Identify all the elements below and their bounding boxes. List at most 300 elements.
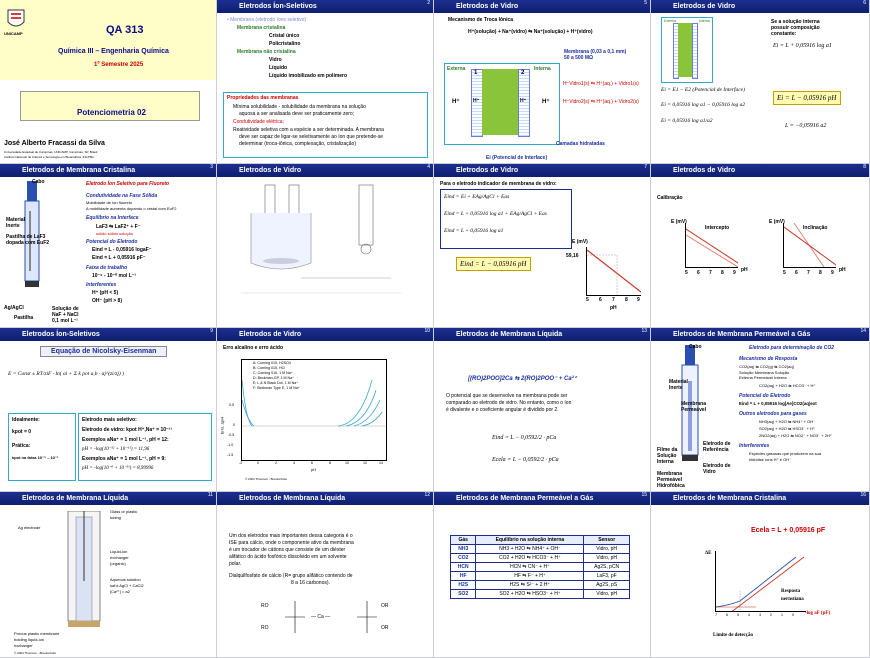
liquid-membrane-illustration	[54, 511, 114, 641]
slide-number: 2	[427, 0, 430, 6]
x-axis-label: pH	[311, 467, 317, 472]
slide-number: 11	[207, 492, 213, 498]
x-axis-label: pH	[741, 267, 748, 273]
exchanger-label: Liquid-ion	[110, 549, 128, 554]
inert-material-label: Material	[669, 379, 688, 385]
text-line: Mobilidade de íon fluoreto	[86, 200, 133, 205]
semester: 1º Semestre 2025	[94, 62, 144, 68]
slide-title: Eletrodos de Membrana Líquida	[0, 492, 216, 505]
x-tick: 1	[781, 613, 783, 617]
agcl-label: Ag/AgCl	[4, 305, 24, 311]
external-label: Externa	[447, 66, 466, 72]
mechanism-line: Externa Permeável Interna	[739, 375, 787, 380]
exchange-equation: H⁺(solução) + Na⁺(vidro) ⇆ Na⁺(solução) + H⁺(vidro)	[468, 29, 593, 35]
text-line: alifático do ácido fosfórico dissolvido em um solvente	[229, 554, 347, 560]
ideal-label: Idealmente:	[12, 417, 40, 423]
equation-4: Ei = 0,05916 log a1/a2	[661, 118, 713, 124]
x-tick: 5	[586, 297, 589, 303]
reference-electrode-label: Eletrodo de	[703, 441, 731, 447]
x-tick: 5	[783, 270, 786, 276]
slide-body	[655, 507, 865, 655]
text-line: O potencial que se desenvolve na membrana pode ser	[446, 393, 568, 399]
y-axis-label: E (mV)	[572, 239, 588, 245]
pellet-label-2: dopada com EuF2	[6, 240, 50, 246]
x-tick: 7	[709, 270, 712, 276]
y-axis-label: ΔE	[705, 551, 712, 556]
slide-body	[438, 507, 646, 655]
slide-number: 4	[427, 164, 430, 170]
slide-title: Eletrodos de Vidro	[434, 0, 650, 13]
y-tick: 0	[233, 423, 235, 427]
slide-number: 3	[210, 164, 213, 170]
glass-membrane	[482, 69, 518, 135]
slide-8[interactable]	[651, 164, 870, 328]
slide-cover[interactable]	[0, 0, 217, 164]
copyright: © 2004 Thomson - Brooks/Cole	[245, 477, 288, 481]
nicolsky-equation: E = Const ± RT/ziF · ln( ai + Σ k pot a,b · aj^(zi/zj) )	[8, 371, 124, 377]
x-tick: 4	[293, 461, 295, 465]
film-label-3: Interna	[657, 459, 674, 465]
text-line: 8 a 16 carbonos).	[291, 580, 330, 586]
properties-title: Propriedades das membranas	[227, 95, 299, 101]
legend-entry: C: Corning 015, 1 M Na⁺	[253, 371, 293, 375]
section-heading: Potencial do Eletrodo	[739, 393, 791, 399]
side-1-label: 1	[474, 70, 478, 76]
interferent-line: hidrólise íons H⁺ e OH⁻	[749, 457, 792, 462]
range-value: 10⁻⁶ - 10⁻⁰ mol L⁻¹	[92, 273, 137, 279]
cable-label: Cabo	[689, 344, 702, 350]
x-tick: 2	[275, 461, 277, 465]
equilibrium-2: H⁺Vidro2(s) ⇆ H⁺(aq.) + Vidro2(s)	[563, 99, 639, 105]
intro-text: Para o eletrodo indicador de membrana de vidro:	[440, 181, 557, 187]
slide-title: Eletrodos de Vidro	[217, 328, 433, 341]
y-axis-label-2: E (mV)	[769, 219, 785, 225]
table-row	[451, 590, 630, 599]
slide-7[interactable]	[434, 164, 651, 328]
list-item: Membrana não cristalina	[237, 49, 296, 55]
phase-labels: sólido sólido solução	[96, 231, 133, 236]
x-tick: 6	[726, 613, 728, 617]
slide-14[interactable]	[651, 328, 870, 492]
x-tick: 9	[733, 270, 736, 276]
column-header: Sensor	[584, 536, 630, 545]
sensor-cell: Vidro, pH	[584, 554, 630, 563]
hydrophobic-membrane-label-2: Permeável	[657, 477, 683, 483]
calibration-title: Calibração	[657, 195, 683, 201]
y-tick: -0.5	[228, 433, 235, 437]
tubing-label: Glass or plastic	[110, 509, 138, 514]
porous-label-3: exchanger	[14, 643, 33, 648]
tubing-label-2: tubing	[110, 515, 121, 520]
section-heading: Faixa de trabalho	[86, 265, 128, 271]
glass-kpot: Eletrodo de vidro: kpot H⁺,Na⁺ = 10⁻¹¹	[82, 427, 173, 433]
membrane-resistance: 50 a 500 MΩ	[564, 55, 594, 61]
aqueous-label: Aqueous solution	[110, 577, 141, 582]
slide-number: 5	[644, 0, 647, 6]
slide-9[interactable]	[0, 328, 217, 492]
sensor-cell: Vidro, pH	[584, 545, 630, 554]
slide-title: Eletrodos de Vidro	[434, 164, 650, 177]
example-2-result: pH = -log(10⁻⁹ + 10⁻¹¹) = 8,99996	[82, 466, 154, 471]
x-tick: 6	[795, 270, 798, 276]
porous-label: Porous plastic membrane	[14, 631, 60, 636]
internal-label: Interna	[534, 66, 551, 72]
slide-5[interactable]	[434, 0, 651, 164]
slide-body	[4, 507, 212, 655]
x-tick: 6	[599, 297, 602, 303]
solution-label: Solução de	[52, 306, 79, 312]
slide-title: Eletrodos de Membrana Líquida	[434, 328, 650, 341]
slide-number: 15	[641, 492, 647, 498]
aqueous-label-2: sat'd AgCl + CaCl2	[110, 583, 144, 588]
section-heading: Mecanismo de Resposta	[739, 356, 798, 362]
ro-group: RO	[261, 603, 269, 609]
slide-title: Eletrodos de Vidro	[651, 0, 869, 13]
property-1b: aquosa a ser analisada deve ser praticamente zero;	[239, 111, 355, 117]
x-tick: 8	[329, 461, 331, 465]
inert-material-label-2: Inerte	[669, 385, 683, 391]
interface-potential-label: Ei (Potencial de Interface)	[486, 155, 548, 161]
ro-group-2: RO	[261, 625, 269, 631]
x-tick: 14	[379, 461, 383, 465]
equation-1: Ei = L + 0,05916 log a1	[773, 43, 832, 49]
equation-1: Eind = Ei + EAg/AgCl + Eas	[444, 194, 510, 200]
mechanism-line: Solução Membrana Solução	[739, 370, 790, 375]
x-axis-label: pH	[610, 305, 617, 311]
x-tick: 2	[770, 613, 772, 617]
hydrophobic-membrane-label-3: Hidrofóbica	[657, 483, 685, 489]
slide-body	[438, 15, 646, 161]
legend-entry: B: Corning 015, HCl	[253, 366, 285, 370]
text-line: A mobilidade aumenta dopando o cristal com EuF2	[86, 206, 177, 211]
x-tick: 7	[715, 613, 717, 617]
slide-body	[4, 179, 212, 325]
sensor-cell: LaF3, pF	[584, 572, 630, 581]
slide-title: Eletrodos de Membrana Cristalina	[0, 164, 216, 177]
section-heading: Outros eletrodos para gases	[739, 411, 807, 417]
sensor-cell: Ag2S, pS	[584, 581, 630, 590]
equation-2: Eind = L + 0,05916 log a1 + EAg/AgCl + Eas	[444, 211, 547, 217]
porous-label-2: holding liquid-ion	[14, 637, 45, 642]
gas-equation: SO2(aq) + H2O ⇆ HSO3⁻ + H⁺	[759, 426, 816, 431]
equilibrium-1: H⁺Vidro1(s) ⇆ H⁺(aq.) + Vidro1(s)	[563, 81, 639, 87]
result-equation: Ei = L − 0,05916 pH	[773, 91, 841, 105]
affiliation-1: Universidade Estadual de Campinas, UNICAMP, Campinas, SP, Brasil	[4, 150, 98, 154]
interferent-line: Espécies gasosas que produzem na sua	[749, 451, 822, 456]
table-row	[451, 554, 630, 563]
y-value-label: 59,16	[566, 253, 579, 259]
mechanism-line: CO2(aq) + H2O ⇆ HCO3⁻ + H⁺	[759, 383, 816, 388]
table-header	[451, 536, 630, 545]
slide-body	[655, 343, 865, 489]
nernst-response-plot	[715, 551, 806, 612]
proton-left: H⁺	[452, 99, 460, 105]
x-tick: 8	[819, 270, 822, 276]
gas-equation: NH3(aq) + H2O ⇆ NH4⁺ + OH⁻	[759, 419, 816, 424]
slide-body	[221, 507, 429, 655]
y-axis-label: E (mV)	[671, 219, 687, 225]
properties-box	[223, 92, 428, 158]
constant-note-2: possuir composição	[771, 25, 820, 31]
equilibrium-cell: NH3 + H2O ⇆ NH4⁺ + OH⁻	[476, 545, 584, 554]
slide-title: Eletrodos de Membrana Líquida	[217, 492, 433, 505]
calibration-plot	[586, 247, 641, 296]
glass-electrode-label: Eletrodo de	[703, 463, 731, 469]
x-axis-label: -log aF (pF)	[805, 611, 831, 616]
equilibrium-cell: H2S ⇆ S²⁻ + 2 H⁺	[476, 581, 584, 590]
slide-10[interactable]	[217, 328, 434, 492]
text-line: Dialquilfosfato de cálcio (R= grupo alifático contendo de	[229, 573, 353, 579]
x-tick: 6	[311, 461, 313, 465]
x-tick: 12	[363, 461, 367, 465]
nernst-response-label: Resposta	[781, 589, 801, 594]
section-heading: Condutividade na Fase Sólida	[86, 193, 158, 199]
selective-label: Eletrodo mais seletivo:	[82, 417, 137, 423]
slide-6[interactable]	[651, 0, 870, 164]
inert-material-label: Material	[6, 217, 25, 223]
equation-3: Ei = 0,05916 log a1 − 0,05916 log a2	[661, 102, 746, 108]
result-equation: Eind = L − 0,05916 pH	[456, 257, 531, 271]
slide-body	[221, 343, 429, 489]
slide-title: Eletrodos de Membrana Cristalina	[651, 492, 869, 505]
equation-3: Eind = L + 0,05916 log a1	[444, 228, 504, 234]
legend-entry: D: Beckman-GP, 1 M Na⁺	[253, 376, 294, 380]
slide-number: 10	[424, 328, 430, 334]
slide-body	[221, 15, 429, 161]
calcium-bridge: — Ca —	[311, 614, 331, 620]
x-tick: 10	[345, 461, 349, 465]
section-heading: Equilíbrio na Interface	[86, 215, 139, 221]
slide-4[interactable]	[217, 164, 434, 328]
x-tick: 5	[737, 613, 739, 617]
cover-top-panel	[0, 0, 217, 80]
course-name: Química III – Engenharia Química	[58, 48, 169, 55]
text-line: ISE para cálcio, onde o componente ativo da membrana	[229, 540, 354, 546]
equation-5: L = −0,05916 a2	[785, 123, 827, 129]
slide-number: 7	[644, 164, 647, 170]
x-tick: 7	[807, 270, 810, 276]
x-tick: 8	[721, 270, 724, 276]
solution-label-2: NaF + NaCl	[52, 312, 79, 318]
cell-equation: Ecela = L + 0,05916 pF	[751, 527, 826, 534]
interferent-2: OH⁻ (pH > 8)	[92, 298, 123, 304]
property-1: Mínima solubilidade - solubilidade da membrana na solução	[233, 104, 366, 110]
proton-right: H⁺	[542, 99, 550, 105]
nernst-response-label-2: nernstiana	[781, 597, 804, 602]
mechanism-line: CO2(aq) ⇆ CO2(g) ⇆ CO2(aq)	[739, 364, 794, 369]
table-row	[451, 581, 630, 590]
exchanger-label-2: exchanger	[110, 555, 129, 560]
copyright: © 2004 Thomson - Brooks/Cole	[14, 651, 57, 655]
detection-limit-label: Limite de detecção	[713, 633, 753, 638]
slide-2[interactable]	[217, 0, 434, 164]
x-tick: 0	[792, 613, 794, 617]
slide-3[interactable]	[0, 164, 217, 328]
or-group-2: OR	[381, 625, 389, 631]
x-tick: 9	[637, 297, 640, 303]
pellet-label: Pastilha de LaF3	[6, 234, 46, 240]
potential-equation: Eind = L + 0,05916 log[Ae]CO2(aq)ext	[739, 401, 817, 406]
constant-note: Se a solução interna	[771, 19, 820, 25]
list-item: • Membrana (eletrodo íons seletivo)	[227, 17, 307, 23]
y-tick: -1.5	[227, 453, 234, 457]
list-item: Policristalino	[269, 41, 301, 47]
gas-sensor-table	[450, 535, 630, 599]
dialkylphosphate-structure	[261, 595, 401, 639]
slide-body	[438, 179, 646, 325]
slide-11[interactable]	[0, 492, 217, 658]
legend-entry: A: Corning 015, H2SO4	[253, 361, 291, 365]
slide-16[interactable]	[651, 492, 870, 658]
potential-equation-2: Eind = L + 0,05916 pF⁻	[92, 255, 146, 261]
gas-equation: 2NO2(aq) + H2O ⇆ NO2⁻ + NO3⁻ + 2H⁺	[759, 433, 832, 438]
property-3c: determinar (troca-iônica, complexação, cristalização)	[239, 141, 356, 147]
hydrophobic-membrane-label: Membrana	[657, 471, 683, 477]
practice-value: kpot na faixa 10⁻⁵ – 10⁻¹	[12, 455, 59, 460]
property-3b: deve ser capaz de ligar-se seletivamente ao íon que pretende-se	[239, 134, 383, 140]
unicamp-logo-label: UNICAMP	[4, 31, 23, 36]
x-tick: 9	[831, 270, 834, 276]
co2-electrode-title: Eletrodo para determinação de CO2	[749, 345, 835, 351]
equilibrium-cell: HCN ⇆ CN⁻ + H⁺	[476, 563, 584, 572]
glass-membrane	[678, 23, 692, 77]
gas-cell: H2S	[451, 581, 476, 590]
legend-entry: F: Beckman Type E, 1 M Na⁺	[253, 386, 300, 390]
unicamp-logo	[6, 8, 26, 30]
slide-title: Eletrodos de Vidro	[217, 164, 433, 177]
x-axis-label-2: pH	[839, 267, 846, 273]
equation-2: Ecela = L − 0,0592/2 · pCa	[492, 457, 559, 463]
gas-cell: SO2	[451, 590, 476, 599]
membrane-label: Membrana (0,03 a 0,1 mm)	[564, 49, 627, 55]
solution-label-3: 0,1 mol L⁻¹	[52, 318, 78, 324]
table-row	[451, 572, 630, 581]
equation-2: Ei = E1 − E2 (Potencial de Interface)	[661, 87, 745, 93]
reference-electrode-label-2: Referência	[703, 447, 729, 453]
slide-body	[655, 15, 865, 161]
author-name: José Alberto Fracassi da Silva	[4, 140, 105, 147]
x-tick: 0	[257, 461, 259, 465]
slide-body	[655, 179, 865, 325]
intercept-label: Intercepto	[705, 225, 730, 231]
slide-body	[4, 343, 212, 489]
slide-number: 6	[863, 0, 866, 6]
equation-1: Eind = L − 0,0592/2 · pCa	[492, 435, 557, 441]
slide-number: 9	[210, 328, 213, 334]
list-item: Cristal único	[269, 33, 300, 39]
ph-meter-setup-illustration	[241, 183, 411, 323]
equilibrium-cell: HF ⇆ F⁻ + H⁺	[476, 572, 584, 581]
glass-electrode-label-2: Vidro	[703, 469, 716, 475]
text-line: é divalente e o coeficiente angular é dividido por 2.	[446, 407, 559, 413]
sensor-cell: Vidro, pH	[584, 590, 630, 599]
x-tick: 7	[612, 297, 615, 303]
text-line: é um trocador de cátions que consiste de um diéster	[229, 547, 346, 553]
slide-13[interactable]	[434, 328, 651, 492]
or-group: OR	[381, 603, 389, 609]
slide-12[interactable]	[217, 492, 434, 658]
gas-cell: HF	[451, 572, 476, 581]
slide-body	[438, 343, 646, 489]
ag-electrode-label: Ag electrode	[18, 525, 41, 530]
potential-equation-1: Eind = L - 0,05916 logaF⁻	[92, 247, 152, 253]
chart-caption: Erro alcalino e erro ácido	[223, 345, 284, 351]
y-axis-label: Erro, ΔpH	[219, 416, 225, 435]
section-heading: Interferentes	[86, 282, 117, 288]
list-item: Líquido imobilizado em polímero	[269, 73, 348, 79]
fluoride-electrode-title: Eletrodo Íon Seletivo para Fluoreto	[86, 181, 170, 187]
column-header: Gás	[451, 536, 476, 545]
text-line: comparado ao eletrodo de vidro. No entanto, como o íon	[446, 400, 572, 406]
text-line: Um dos eletrodos mais importantes dessa categoria é o	[229, 533, 353, 539]
slide-title: Eletrodos de Membrana Permeável a Gás	[434, 492, 650, 505]
example-1: Exemplos aNa⁺ = 1 mol L⁻¹, pH = 12:	[82, 437, 169, 443]
slide-number: 14	[860, 328, 866, 334]
x-tick: 5	[685, 270, 688, 276]
gas-cell: NH3	[451, 545, 476, 554]
gas-cell: HCN	[451, 563, 476, 572]
slide-title: Eletrodos de Vidro	[651, 164, 869, 177]
table-row	[451, 545, 630, 554]
external-label: Externa	[664, 19, 677, 23]
slope-label: Inclinação	[803, 225, 828, 231]
film-label-2: Solução	[657, 453, 677, 459]
x-tick: -2	[239, 461, 243, 465]
column-header: Equilíbrio na solução interna	[476, 536, 584, 545]
slide-number: 16	[860, 492, 866, 498]
equilibrium-cell: SO2 + H2O ⇆ HSO3⁻ + H⁺	[476, 590, 584, 599]
list-item: Membrana cristalina	[237, 25, 286, 31]
x-tick: 4	[748, 613, 750, 617]
sensor-cell: Ag2S, pCN	[584, 563, 630, 572]
slide-number: 12	[424, 492, 430, 498]
y-tick: 0.5	[229, 403, 234, 407]
equilibrium-equation: LaF3 ⇆ LaF2⁺ + F⁻	[96, 224, 141, 230]
proton-right-layer: H⁺	[520, 98, 527, 104]
practice-label: Prática:	[12, 443, 31, 449]
x-tick: 6	[697, 270, 700, 276]
affiliation-2: Instituto Nacional de Ciência e Tecnologia em Bioanalítica, INCTBio	[4, 155, 94, 159]
example-2: Exemplos aNa⁺ = 1 mol L⁻¹, pH = 9:	[82, 456, 166, 462]
equation-title: Equação de Nicolsky-Eisenman	[40, 346, 167, 357]
mechanism-title: Mecanismo de Troca Iônica	[448, 17, 514, 23]
exchanger-label-3: (organic)	[110, 561, 126, 566]
permeable-membrane-label: Membrana	[681, 401, 707, 407]
aqueous-label-3: [Ca²⁺] = a2	[110, 589, 130, 594]
pastilha-label: Pastilha	[14, 315, 34, 321]
film-label: Filme da	[657, 447, 678, 453]
permeable-membrane-label-2: Permeável	[681, 407, 707, 413]
ideal-value: kpot = 0	[12, 429, 32, 435]
proton-left-layer: H⁺	[473, 98, 480, 104]
slide-15[interactable]	[434, 492, 651, 658]
internal-label: Interna	[699, 19, 710, 23]
cable-label: Cabo	[32, 179, 45, 185]
text-line: polar.	[229, 561, 242, 567]
slide-number: 13	[641, 328, 647, 334]
inert-material-label-2: Inerte	[6, 223, 20, 229]
legend-entry: E: L & N Black Dot, 1 M Na⁺	[253, 381, 299, 385]
course-code: QA 313	[106, 24, 144, 36]
x-tick: 8	[625, 297, 628, 303]
section-heading: Interferentes	[739, 443, 770, 449]
constant-note-3: constante:	[771, 31, 797, 37]
list-item: Líquido	[269, 65, 288, 71]
gas-cell: CO2	[451, 554, 476, 563]
slide-title: Eletrodos Íon-Seletivos	[0, 328, 216, 341]
hydrated-layer-right	[692, 23, 698, 79]
property-3: Reatividade seletiva com a espécie a ser determinada. A membrana	[233, 127, 384, 133]
